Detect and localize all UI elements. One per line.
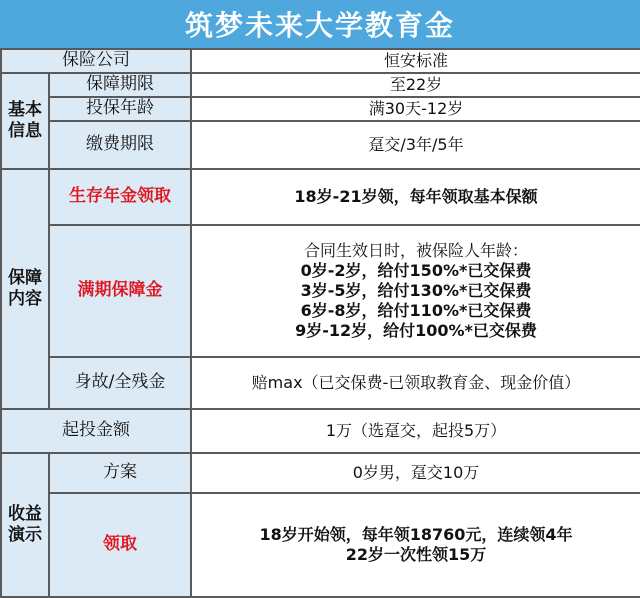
death-value: 赔max（已交保费-已领取教育金、现金价值） xyxy=(191,357,640,409)
maturity-line: 9岁-12岁，给付100%*已交保费 xyxy=(295,321,537,340)
annuity-label: 生存年金领取 xyxy=(49,169,191,225)
table-row xyxy=(1,121,640,169)
pay-label: 缴费期限 xyxy=(49,121,191,169)
pay-value: 趸交/3年/5年 xyxy=(191,121,640,169)
receive-label: 领取 xyxy=(49,493,191,597)
table-row xyxy=(1,225,640,357)
death-label: 身故/全残金 xyxy=(49,357,191,409)
table-row xyxy=(1,453,640,493)
maturity-line: 3岁-5岁，给付130%*已交保费 xyxy=(300,281,532,300)
page-title: 筑梦未来大学教育金 xyxy=(0,0,640,48)
plan-value: 0岁男，趸交10万 xyxy=(191,453,640,493)
maturity-line: 0岁-2岁，给付150%*已交保费 xyxy=(300,261,532,280)
table-row xyxy=(1,357,640,409)
age-value: 满30天-12岁 xyxy=(191,97,640,121)
term-label: 保障期限 xyxy=(49,73,191,97)
company-label: 保险公司 xyxy=(1,49,191,73)
section-coverage: 保障内容 xyxy=(1,169,49,409)
age-label: 投保年龄 xyxy=(49,97,191,121)
table-row xyxy=(1,169,640,225)
maturity-label: 满期保障金 xyxy=(49,225,191,357)
annuity-value: 18岁-21岁领，每年领取基本保额 xyxy=(191,169,640,225)
maturity-intro: 合同生效日时，被保险人年龄： xyxy=(303,241,528,260)
term-value: 至22岁 xyxy=(191,73,640,97)
table-row xyxy=(1,97,640,121)
insurance-table xyxy=(0,48,640,598)
section-benefit: 收益演示 xyxy=(1,453,49,597)
table-row xyxy=(1,493,640,597)
company-value: 恒安标准 xyxy=(191,49,640,73)
table-row xyxy=(1,73,640,97)
min-invest-label: 起投金额 xyxy=(1,409,191,453)
section-basic-info: 基本信息 xyxy=(1,73,49,169)
receive-line: 22岁一次性领15万 xyxy=(345,545,487,564)
table-row xyxy=(1,409,640,453)
plan-label: 方案 xyxy=(49,453,191,493)
receive-value xyxy=(191,493,640,597)
receive-line: 18岁开始领，每年领18760元，连续领4年 xyxy=(259,525,573,544)
table-row xyxy=(1,49,640,73)
maturity-line: 6岁-8岁，给付110%*已交保费 xyxy=(300,301,532,320)
min-invest-value: 1万（选趸交，起投5万） xyxy=(191,409,640,453)
maturity-value xyxy=(191,225,640,357)
